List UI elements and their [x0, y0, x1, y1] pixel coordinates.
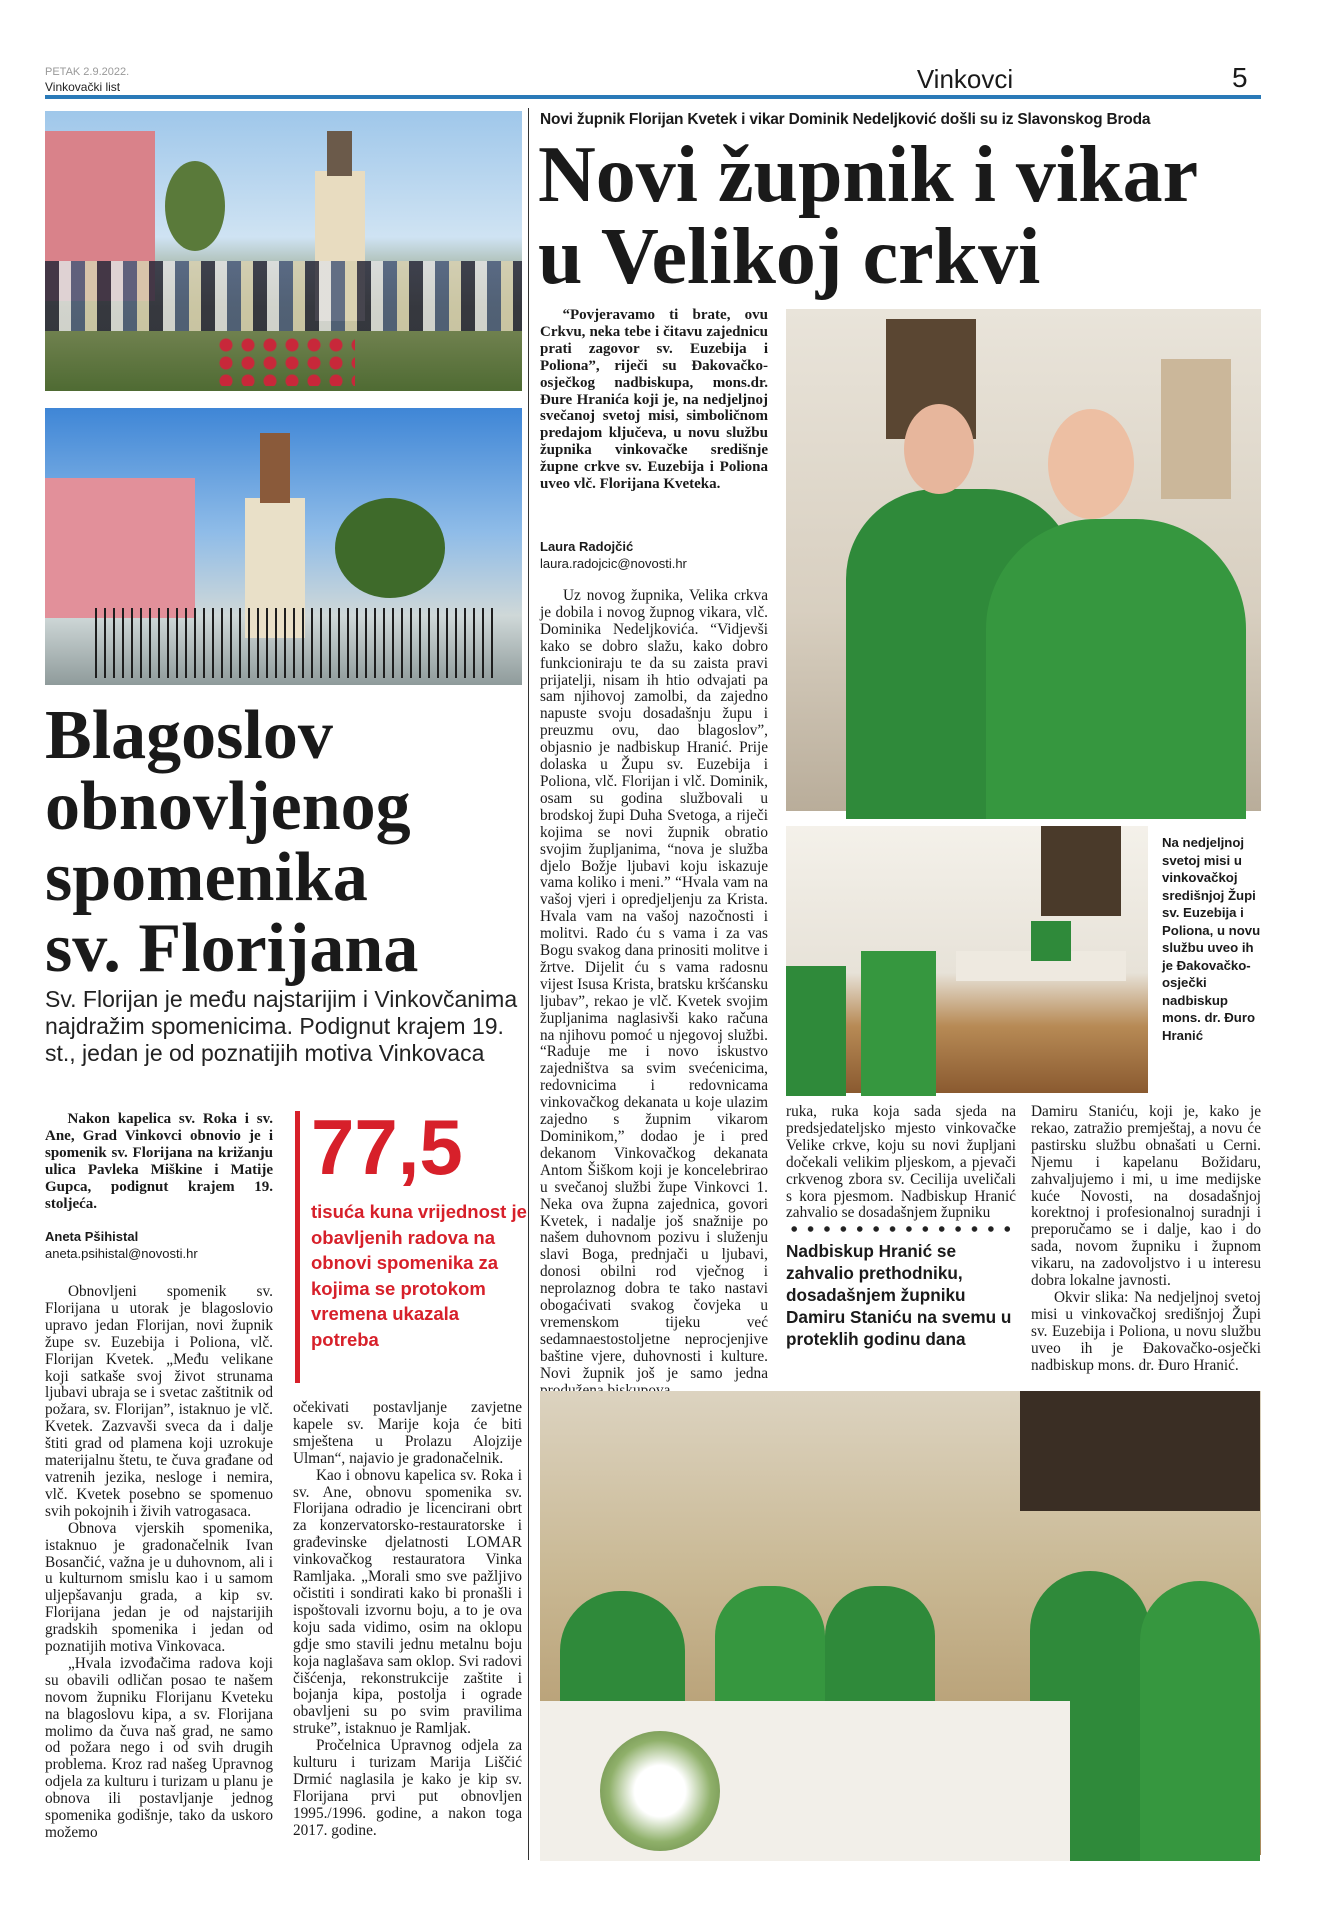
factbox-number: 77,5: [311, 1103, 463, 1191]
paragraph: Pročelnica Upravnog odjela za kulturu i turizam Marija Liščić Drmić naglasila je kako je kip sv. Florijana prvi put obnovljen 1995./1996. godine, a nakon toga 2017. godine.: [293, 1737, 522, 1839]
photo-celebrants-at-altar: [540, 1391, 1261, 1855]
paragraph: Obnovljeni spomenik sv. Florijana u utorak je blagoslovio upravo jedan Florijan, novi župnik župe sv. Euzebija i Poliona, vlč. Florijan Kvetek. „Među velikane koji satkaše svoj život strunama ljubavi ubraja se i svetac zaštitnik od požara, sv. Florijan”, istaknuo je vlč. Kvetek. Zazvavši sveca da i dalje štiti grad od plamena koji uzrokuje materijalnu štetu, te čuva građane od vatrenih jezika, nesloge i nemira, vlč. Kvetek posebno se spomenuo svih pokojnih i živih vatrogasaca.: [45, 1283, 273, 1520]
right-body-col2: [786, 1104, 1016, 1222]
paragraph: „Hvala izvođačima radova koji su obavili odličan posao te našem novom župniku Florijanu Kveteku na blagoslovu kipa, a sv. Florijana molimo da čuva naš grad, ne samo od požara nego i od svih drugih problema. Kroz rad našeg Upravnog odjela za kulturu i turizam u planu je obnova ili postavljanje jednog spomenika godišnje, tako da uskoro možemo: [45, 1654, 273, 1841]
left-subheadline: Sv. Florijan je među najstarijim i Vinkovčanima najdražim spomenicima. Podignut krajem 19. st., jedan je od poznatijih motiva Vinkovaca: [45, 986, 518, 1066]
factbox: [295, 1103, 527, 1383]
header-rule: [45, 95, 1261, 99]
headline-line: u Velikoj crkvi: [538, 213, 1041, 301]
right-lede: “Povjeravamo ti brate, ovu Crkvu, neka tebe i čitavu zajednicu prati zagovor sv. Euzebija i Poliona”, riječi su Đakovačko-osječkog nadbiskupa, mons.dr. Đure Hranića koji je, na nedjeljnoj svečanoj svetoj misi, simboličnom predajom ključeva, u novu službu župnika vinkovačke središnje župne crkve sv. Euzebija i Poliona uveo vlč. Florijana Kveteka.: [540, 307, 768, 493]
paragraph: očekivati postavljanje zavjetne kapele sv. Marije koja će biti smještena u Prolazu Alojzije Ulman“, najavio je gradonačelnik.: [293, 1399, 522, 1467]
paragraph: ruka, ruka koja sada sjeda na predsjedateljsko mjesto vinkovačke Velike crkve, koju su novi župljani dočekali velikim pljeskom, a pjevači crkvenog zbora sv. Cecilija uveličali s kora pjesmom. Nadbiskup Hranić zahvalio se dosadašnjem župniku: [786, 1103, 1016, 1222]
author-name: Laura Radojčić: [540, 539, 634, 554]
right-headline: [538, 131, 1268, 301]
newspaper-name: Vinkovački list: [45, 80, 121, 94]
author-name: Aneta Pšihistal: [45, 1229, 139, 1244]
paragraph: Damiru Staniću, koji je, kako je rekao, zatražio premještaj, a novu će pastirsku službu obnašati u Cerni. Njemu i kapelanu Božidaru, zahvaljujemo i mi, u ime medijske kuće Novosti, na dosadašnjoj korektnoj i profesionalnoj suradnji i preporučamo se i dalje, kao i do sada, novom župniku i župnom vikaru, na zadovoljstvo i u interesu dobra lokalne javnosti.: [1031, 1103, 1261, 1290]
paragraph: Kao i obnovu kapelica sv. Roka i sv. Ane, obnovu spomenika sv. Florijana odradio je licencirani obrt za konzervatorsko-restauratorske i građevinske djelatnosti LOMAR vinkovačkog restauratora Vinka Ramljaka. „Morali smo sve pažljivo očistiti i sondirati kako bi pronašli i ispoštovali izvornu boju, a to je ova koju sada vidimo, osim na oklopu gdje smo stavili jednu metalnu boju koja naglašava sam oklop. Svi radovi čišćenja, rekonstrukcije zaštite i bojanja kipa, postolja i ograde obavljeni su po svim pravilima struke”, istaknuo je Ramljak.: [293, 1466, 522, 1738]
right-body-col1: [540, 588, 768, 1386]
author-email[interactable]: laura.radojcic@novosti.hr: [540, 556, 687, 571]
photo-caption: Na nedjeljnoj svetoj misi u vinkovačkoj središnjoj Župi sv. Euzebija i Poliona, u novu službu uveo ih je Đakovačko-osječki nadbiskup mons. dr. Đuro Hranić: [1162, 835, 1261, 1043]
dotted-separator: [786, 1226, 1016, 1232]
column-divider: [528, 108, 529, 1860]
headline-line: obnovljenog: [45, 768, 411, 845]
left-body-col2: [293, 1400, 522, 1864]
paragraph: Obnova vjerskih spomenika, istaknuo je gradonačelnik Ivan Bosančić, važna je u duhovnom, ali i u kulturnom smislu kao i u samom uljepšavanju grada, a kip sv. Florijana jedan je od najstarijih gradskih spomenika i jedan od poznatijih motiva Vinkovaca.: [45, 1519, 273, 1656]
factbox-bar: [295, 1111, 300, 1383]
paragraph: Uz novog župnika, Velika crkva je dobila i novog župnog vikara, vlč. Dominika Nedeljkovića. “Vidjevši kako se dobro slažu, kako dobro funkcioniraju te da su zaista pravi prijatelji, nisam ih htio odvajati pa sam njihovoj zamolbi, da zajedno napuste svoju dosadašnju župu i preuzmu ovu, dao blagoslov”, objasnio je nadbiskup Hranić. Prije dolaska u Župu sv. Euzebija i Poliona, vlč. Florijan i vlč. Dominik, osam su godina službovali u brodskoj župi Duha Svetoga, a riječi kojima se novi župnik obratio svojim župljanima, “nova je služba djelo Božje ljubavi koju iskazuje vama koliko i meni.” “Hvala vam na vašoj vjeri i opredjeljenju za Krista. Hvala vam na vašoj nazočnosti i molitvi. Rado ću s vama i za vas Bogu svakog dana prinositi molitve i žrtve. Dijelit ću s vama radosnu vijest Isusa Krista, bratsku kršćansku ljubav”, rekao je vlč. Kvetek svojim župljanima naglasivši kako računa na njihovu pomoć u njegovoj službi. “Raduje me i novo iskustvo zajedništva sa svim svećenicima, redovnicima i redovnicama vinkovačkog dekanata u koje ulazim zajedno s župnim vikarom Dominikom,” dodao je i pred dekanom Vinkovačkog dekanata Antom Šiškom koji je koncelebrirao u svečanoj službi župe Vinkovci 1. Neka ova župna zajednica, govori Kvetek, i nadalje još snažnije po našem duhovnom pozivu i služenju slavi Boga, prednjači u ljubavi, donosi obilni rod vječnog i neprolaznog dobra te tako nastavi obogaćivati svakog čovjeka u vremenskom tijeku već sedamnaestostoljetne neprocjenjive baštine vjere, duhovnosti i kulture. Novi župnik još je samo jedna: [540, 587, 768, 1382]
factbox-text: tisuća kuna vrijednost je obavljenih radova na obnovi spomenika za kojima se protokom vremena ukazala potreba: [311, 1201, 527, 1350]
headline-line: spomenika: [45, 839, 368, 916]
left-headline: [45, 697, 525, 987]
right-body-col3: [1031, 1104, 1261, 1375]
issue-date: PETAK 2.9.2022.: [45, 66, 130, 78]
headline-line: Novi župnik i vikar: [538, 131, 1199, 219]
author-email[interactable]: aneta.psihistal@novosti.hr: [45, 1246, 198, 1261]
headline-line: Blagoslov: [45, 697, 333, 774]
left-lede: Nakon kapelica sv. Roka i sv. Ane, Grad Vinkovci obnovio je i spomenik sv. Florijana na križanju ulica Pavleka Miškine i Matije Gupca, podignut krajem 19. stoljeća.: [45, 1111, 273, 1212]
photo-crowd-at-monument: [45, 111, 522, 391]
photo-st-florian-statue: [45, 408, 522, 685]
section-title: Vinkovci: [916, 64, 1014, 94]
right-kicker: Novi župnik Florijan Kvetek i vikar Dominik Nedeljković došli su iz Slavonskog Broda: [540, 111, 1151, 128]
photo-new-priests: [786, 309, 1261, 811]
photo-altar-mass: [786, 826, 1148, 1093]
page-number: 5: [1232, 62, 1248, 93]
headline-line: sv. Florijana: [45, 910, 419, 987]
left-body-col1: [45, 1284, 273, 1864]
paragraph: Okvir slika: Na nedjeljnoj svetoj misi u vinkovačkoj središnjoj Župi sv. Euzebija i Poliona, u novu službu uveo ih je Đakovačko-osječki nadbiskup mons. dr. Đuro Hranić.: [1031, 1288, 1261, 1374]
right-subhead: Nadbiskup Hranić se zahvalio prethodniku, dosadašnjem župniku Damiru Staniću na svemu u proteklih godinu dana: [786, 1241, 1012, 1349]
